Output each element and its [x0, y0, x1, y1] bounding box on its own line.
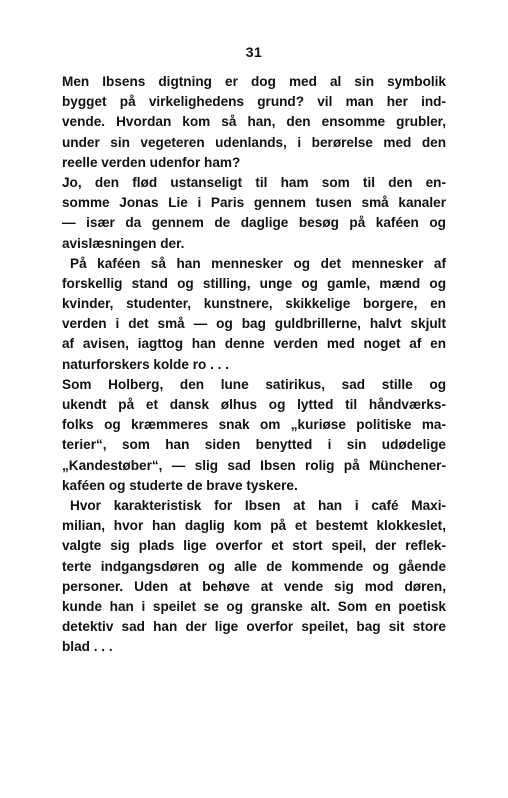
- text-line: Hvor karakteristisk for Ibsen at han i café Maxi-: [70, 497, 446, 513]
- text-line: forskellig stand og stilling, unge og gamle, mænd og: [62, 275, 446, 291]
- text-line: kvinder, studenter, kunstnere, skikkelige borgere, en: [62, 296, 446, 312]
- text-line: kunde han i speilet se og granske alt. Som en poetisk: [62, 598, 446, 614]
- text-line: „Kandestøber“, — slig sad Ibsen rolig på Münchener-: [62, 457, 446, 473]
- text-line: valgte sig plads lige overfor et stort speil, der reflek-: [62, 538, 446, 554]
- text-line: verden i det små — og bag guldbrillerne, halvt skjult: [62, 316, 446, 332]
- text-line: avislæsningen der.: [62, 235, 185, 251]
- text-line: ukendt på et dansk ølhus og lytted til håndværks-: [62, 397, 446, 412]
- text-line: På kaféen så han mennesker og det mennesker af: [70, 255, 446, 271]
- text-line: kaféen og studerte de brave tyskere.: [62, 477, 298, 493]
- text-line: terier“, som han siden benytted i sin udødelige: [62, 437, 446, 453]
- text-line: somme Jonas Lie i Paris gennem tusen små kanaler: [62, 195, 446, 211]
- text-line: personer. Uden at behøve at vende sig mod døren,: [62, 578, 446, 594]
- text-line: terte indgangsdøren og alle de kommende og gående: [62, 558, 446, 574]
- text-line: Som Holberg, den lune satirikus, sad stille og: [62, 376, 446, 392]
- text-line: Men Ibsens digtning er dog med al sin symbolik: [62, 74, 446, 89]
- text-line: folks og kræmmeres snak om „kuriøse politiske ma-: [62, 417, 446, 433]
- paragraph: [62, 254, 446, 375]
- text-line: blad . . .: [62, 639, 113, 655]
- text-line: milian, hvor han daglig kom på et bestemt klokkeslet,: [62, 518, 446, 534]
- paragraph: [62, 496, 446, 658]
- text-line: bygget på virkelighedens grund? vil man her ind-: [62, 94, 446, 110]
- paragraph: [62, 375, 446, 496]
- text-line: — især da gennem de daglige besøg på kaféen og: [62, 215, 446, 231]
- text-line: af avisen, iagttog han denne verden med noget af en: [62, 336, 446, 352]
- text-line: vende. Hvordan kom så han, den ensomme grubler,: [62, 114, 446, 130]
- text-line: naturforskers kolde ro . . .: [62, 356, 229, 372]
- text-line: under sin vegeteren udenlands, i berørelse med den: [62, 134, 446, 150]
- paragraph: [62, 173, 446, 254]
- paragraph: [62, 72, 446, 173]
- text-line: reelle verden udenfor ham?: [62, 154, 241, 170]
- body-text: [62, 72, 446, 657]
- page-number: 31: [245, 44, 263, 60]
- text-line: detektiv sad han der lige overfor speilet, bag sit store: [62, 619, 446, 635]
- text-line: Jo, den flød ustanseligt til ham som til den en-: [62, 174, 446, 190]
